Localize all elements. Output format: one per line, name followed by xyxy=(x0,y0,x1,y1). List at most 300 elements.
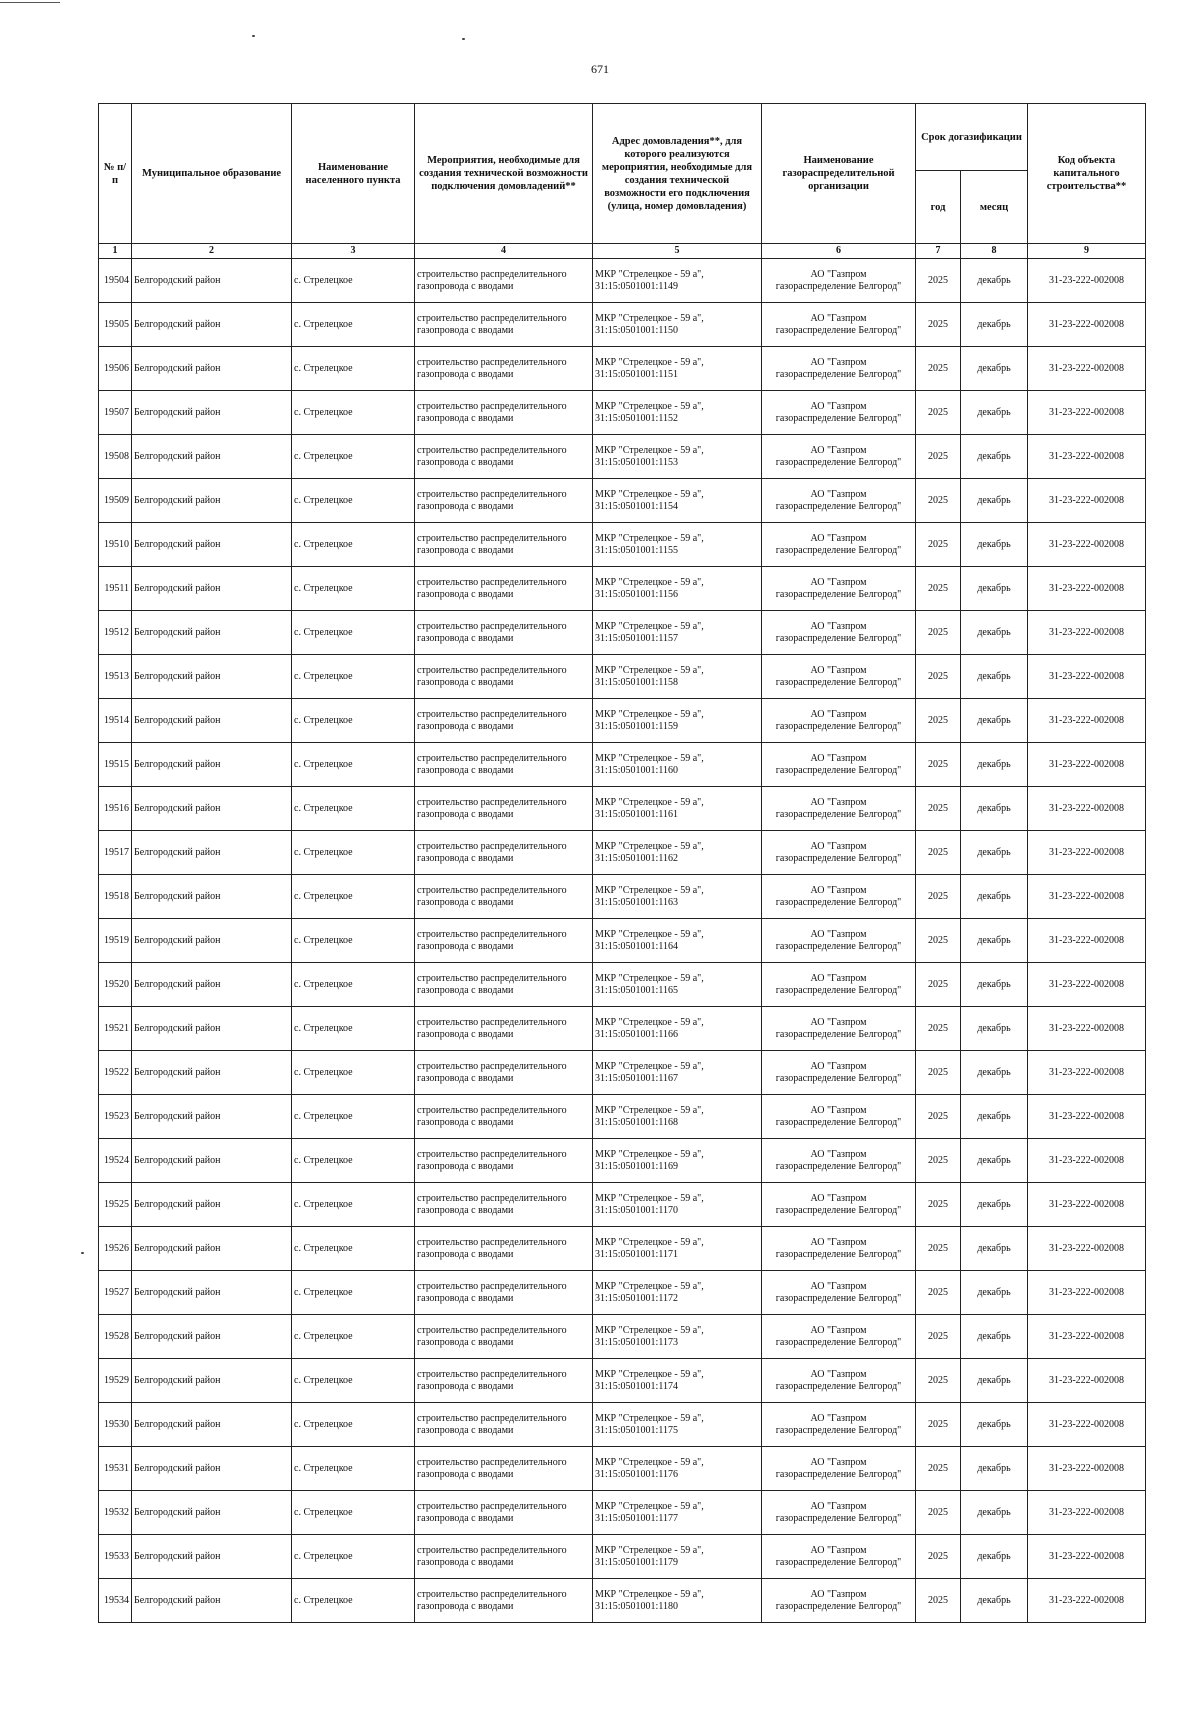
row-number: 19517 xyxy=(99,831,132,875)
row-number: 19514 xyxy=(99,699,132,743)
row-settlement: с. Стрелецкое xyxy=(292,831,415,875)
table-row xyxy=(99,1051,1146,1095)
row-address-line1: МКР "Стрелецкое - 59 а", xyxy=(595,972,704,984)
row-address-line2: 31:15:0501001:1173 xyxy=(595,1336,678,1348)
row-code: 31-23-222-002008 xyxy=(1028,1139,1146,1183)
row-address-line1: МКР "Стрелецкое - 59 а", xyxy=(595,1324,704,1336)
row-code: 31-23-222-002008 xyxy=(1028,743,1146,787)
row-org-line1: АО "Газпром xyxy=(810,1456,867,1468)
row-address-line1: МКР "Стрелецкое - 59 а", xyxy=(595,1236,704,1248)
row-address-line2: 31:15:0501001:1174 xyxy=(595,1380,678,1392)
row-address xyxy=(593,479,762,523)
row-address-line1: МКР "Стрелецкое - 59 а", xyxy=(595,1500,704,1512)
table-row xyxy=(99,1403,1146,1447)
row-address-line2: 31:15:0501001:1177 xyxy=(595,1512,678,1524)
row-address xyxy=(593,919,762,963)
row-settlement: с. Стрелецкое xyxy=(292,347,415,391)
row-org-line2: газораспределение Белгород" xyxy=(775,1160,902,1172)
row-month: декабрь xyxy=(961,1359,1028,1403)
row-org-line2: газораспределение Белгород" xyxy=(775,1248,902,1260)
row-number: 19525 xyxy=(99,1183,132,1227)
row-number: 19516 xyxy=(99,787,132,831)
row-org-line2: газораспределение Белгород" xyxy=(775,1028,902,1040)
row-month: декабрь xyxy=(961,1579,1028,1623)
header-measures: Мероприятия, необходимые для создания технической возможности подключения домовладений** xyxy=(415,104,593,244)
row-month: декабрь xyxy=(961,1403,1028,1447)
row-month: декабрь xyxy=(961,347,1028,391)
row-number: 19521 xyxy=(99,1007,132,1051)
row-address xyxy=(593,1359,762,1403)
table-row xyxy=(99,1183,1146,1227)
scan-artifact-dot xyxy=(462,38,465,40)
header-code: Код объекта капитального строительства** xyxy=(1028,104,1146,244)
row-address-line1: МКР "Стрелецкое - 59 а", xyxy=(595,1192,704,1204)
row-settlement: с. Стрелецкое xyxy=(292,699,415,743)
row-address-line1: МКР "Стрелецкое - 59 а", xyxy=(595,400,704,412)
header-settlement: Наименование населенного пункта xyxy=(292,104,415,244)
table-row xyxy=(99,347,1146,391)
row-year: 2025 xyxy=(916,1491,961,1535)
row-code: 31-23-222-002008 xyxy=(1028,391,1146,435)
row-measures: строительство распределительного газопровода с вводами xyxy=(415,655,593,699)
row-number: 19508 xyxy=(99,435,132,479)
row-number: 19527 xyxy=(99,1271,132,1315)
row-measures: строительство распределительного газопровода с вводами xyxy=(415,347,593,391)
row-org-line1: АО "Газпром xyxy=(810,972,867,984)
row-municipality: Белгородский район xyxy=(132,1271,292,1315)
row-code: 31-23-222-002008 xyxy=(1028,347,1146,391)
row-org-line2: газораспределение Белгород" xyxy=(775,1424,902,1436)
row-number: 19512 xyxy=(99,611,132,655)
row-measures: строительство распределительного газопровода с вводами xyxy=(415,1359,593,1403)
row-org xyxy=(762,303,916,347)
table-row xyxy=(99,1007,1146,1051)
row-org-line2: газораспределение Белгород" xyxy=(775,940,902,952)
row-org-line1: АО "Газпром xyxy=(810,708,867,720)
row-address xyxy=(593,1007,762,1051)
row-municipality: Белгородский район xyxy=(132,1051,292,1095)
row-org-line2: газораспределение Белгород" xyxy=(775,412,902,424)
row-address-line2: 31:15:0501001:1156 xyxy=(595,588,678,600)
column-index-cell: 5 xyxy=(593,244,762,259)
row-month: декабрь xyxy=(961,1491,1028,1535)
row-org xyxy=(762,831,916,875)
row-address-line1: МКР "Стрелецкое - 59 а", xyxy=(595,576,704,588)
row-org-line1: АО "Газпром xyxy=(810,796,867,808)
row-org-line2: газораспределение Белгород" xyxy=(775,1116,902,1128)
row-address-line2: 31:15:0501001:1150 xyxy=(595,324,678,336)
row-measures: строительство распределительного газопровода с вводами xyxy=(415,523,593,567)
row-measures: строительство распределительного газопровода с вводами xyxy=(415,259,593,303)
row-measures: строительство распределительного газопровода с вводами xyxy=(415,1579,593,1623)
row-org-line1: АО "Газпром xyxy=(810,664,867,676)
row-number: 19513 xyxy=(99,655,132,699)
row-measures: строительство распределительного газопровода с вводами xyxy=(415,1315,593,1359)
row-month: декабрь xyxy=(961,259,1028,303)
row-year: 2025 xyxy=(916,1535,961,1579)
row-address xyxy=(593,743,762,787)
row-address xyxy=(593,1315,762,1359)
row-address-line2: 31:15:0501001:1159 xyxy=(595,720,678,732)
column-index-row xyxy=(99,244,1146,259)
row-measures: строительство распределительного газопровода с вводами xyxy=(415,1227,593,1271)
row-municipality: Белгородский район xyxy=(132,567,292,611)
row-month: декабрь xyxy=(961,655,1028,699)
row-address-line2: 31:15:0501001:1161 xyxy=(595,808,678,820)
row-settlement: с. Стрелецкое xyxy=(292,787,415,831)
table-row xyxy=(99,611,1146,655)
row-address-line2: 31:15:0501001:1168 xyxy=(595,1116,678,1128)
row-month: декабрь xyxy=(961,1447,1028,1491)
row-settlement: с. Стрелецкое xyxy=(292,391,415,435)
row-measures: строительство распределительного газопровода с вводами xyxy=(415,875,593,919)
row-code: 31-23-222-002008 xyxy=(1028,1007,1146,1051)
row-org xyxy=(762,1183,916,1227)
row-settlement: с. Стрелецкое xyxy=(292,919,415,963)
row-org-line2: газораспределение Белгород" xyxy=(775,368,902,380)
row-org-line2: газораспределение Белгород" xyxy=(775,984,902,996)
row-number: 19523 xyxy=(99,1095,132,1139)
row-year: 2025 xyxy=(916,743,961,787)
row-address xyxy=(593,1095,762,1139)
row-org-line2: газораспределение Белгород" xyxy=(775,1512,902,1524)
row-address xyxy=(593,611,762,655)
row-municipality: Белгородский район xyxy=(132,1403,292,1447)
column-index-cell: 6 xyxy=(762,244,916,259)
row-address-line1: МКР "Стрелецкое - 59 а", xyxy=(595,928,704,940)
row-address-line2: 31:15:0501001:1154 xyxy=(595,500,678,512)
row-month: декабрь xyxy=(961,787,1028,831)
row-org xyxy=(762,699,916,743)
row-code: 31-23-222-002008 xyxy=(1028,479,1146,523)
row-settlement: с. Стрелецкое xyxy=(292,259,415,303)
row-org-line2: газораспределение Белгород" xyxy=(775,1336,902,1348)
row-address-line2: 31:15:0501001:1160 xyxy=(595,764,678,776)
row-number: 19524 xyxy=(99,1139,132,1183)
table-row xyxy=(99,435,1146,479)
row-org-line1: АО "Газпром xyxy=(810,752,867,764)
row-org-line1: АО "Газпром xyxy=(810,884,867,896)
row-year: 2025 xyxy=(916,391,961,435)
row-number: 19530 xyxy=(99,1403,132,1447)
row-municipality: Белгородский район xyxy=(132,1183,292,1227)
row-code: 31-23-222-002008 xyxy=(1028,1051,1146,1095)
row-month: декабрь xyxy=(961,831,1028,875)
row-municipality: Белгородский район xyxy=(132,1535,292,1579)
row-address-line1: МКР "Стрелецкое - 59 а", xyxy=(595,1588,704,1600)
row-code: 31-23-222-002008 xyxy=(1028,699,1146,743)
row-municipality: Белгородский район xyxy=(132,435,292,479)
row-code: 31-23-222-002008 xyxy=(1028,1579,1146,1623)
row-org xyxy=(762,1535,916,1579)
row-address-line1: МКР "Стрелецкое - 59 а", xyxy=(595,488,704,500)
row-municipality: Белгородский район xyxy=(132,1359,292,1403)
header-address: Адрес домовладения**, для которого реализуются мероприятия, необходимые для создания технической возможности его подключения (улица, номер домовладения) xyxy=(593,104,762,244)
table-row xyxy=(99,1579,1146,1623)
row-settlement: с. Стрелецкое xyxy=(292,963,415,1007)
row-code: 31-23-222-002008 xyxy=(1028,303,1146,347)
row-org xyxy=(762,919,916,963)
row-org-line1: АО "Газпром xyxy=(810,928,867,940)
row-number: 19534 xyxy=(99,1579,132,1623)
row-code: 31-23-222-002008 xyxy=(1028,1315,1146,1359)
row-code: 31-23-222-002008 xyxy=(1028,831,1146,875)
row-address xyxy=(593,259,762,303)
row-measures: строительство распределительного газопровода с вводами xyxy=(415,391,593,435)
row-year: 2025 xyxy=(916,1271,961,1315)
row-month: декабрь xyxy=(961,523,1028,567)
row-address xyxy=(593,1271,762,1315)
row-address-line2: 31:15:0501001:1179 xyxy=(595,1556,678,1568)
row-municipality: Белгородский район xyxy=(132,391,292,435)
row-org-line1: АО "Газпром xyxy=(810,1544,867,1556)
row-measures: строительство распределительного газопровода с вводами xyxy=(415,1007,593,1051)
row-address xyxy=(593,1227,762,1271)
row-year: 2025 xyxy=(916,1183,961,1227)
row-org xyxy=(762,1051,916,1095)
row-org-line1: АО "Газпром xyxy=(810,1192,867,1204)
row-code: 31-23-222-002008 xyxy=(1028,1227,1146,1271)
row-year: 2025 xyxy=(916,1139,961,1183)
row-month: декабрь xyxy=(961,567,1028,611)
row-org-line1: АО "Газпром xyxy=(810,1412,867,1424)
row-settlement: с. Стрелецкое xyxy=(292,1051,415,1095)
row-org xyxy=(762,391,916,435)
row-settlement: с. Стрелецкое xyxy=(292,1315,415,1359)
row-address-line2: 31:15:0501001:1172 xyxy=(595,1292,678,1304)
row-address-line1: МКР "Стрелецкое - 59 а", xyxy=(595,796,704,808)
row-address xyxy=(593,1183,762,1227)
row-settlement: с. Стрелецкое xyxy=(292,1139,415,1183)
row-month: декабрь xyxy=(961,303,1028,347)
row-month: декабрь xyxy=(961,1051,1028,1095)
table-row xyxy=(99,919,1146,963)
row-measures: строительство распределительного газопровода с вводами xyxy=(415,479,593,523)
row-org-line1: АО "Газпром xyxy=(810,1500,867,1512)
row-code: 31-23-222-002008 xyxy=(1028,1491,1146,1535)
row-code: 31-23-222-002008 xyxy=(1028,259,1146,303)
row-municipality: Белгородский район xyxy=(132,655,292,699)
table-row xyxy=(99,259,1146,303)
row-org-line2: газораспределение Белгород" xyxy=(775,544,902,556)
row-address xyxy=(593,303,762,347)
row-number: 19504 xyxy=(99,259,132,303)
row-org-line1: АО "Газпром xyxy=(810,1148,867,1160)
row-org xyxy=(762,1139,916,1183)
row-org-line2: газораспределение Белгород" xyxy=(775,632,902,644)
row-municipality: Белгородский район xyxy=(132,963,292,1007)
row-measures: строительство распределительного газопровода с вводами xyxy=(415,611,593,655)
scan-artifact-dot xyxy=(81,1252,84,1254)
table-row xyxy=(99,303,1146,347)
row-settlement: с. Стрелецкое xyxy=(292,743,415,787)
row-address-line1: МКР "Стрелецкое - 59 а", xyxy=(595,1060,704,1072)
row-org xyxy=(762,435,916,479)
row-number: 19533 xyxy=(99,1535,132,1579)
row-address xyxy=(593,787,762,831)
row-address xyxy=(593,875,762,919)
row-org xyxy=(762,567,916,611)
column-index-cell: 3 xyxy=(292,244,415,259)
row-settlement: с. Стрелецкое xyxy=(292,1403,415,1447)
row-number: 19519 xyxy=(99,919,132,963)
row-code: 31-23-222-002008 xyxy=(1028,963,1146,1007)
row-month: декабрь xyxy=(961,479,1028,523)
row-org-line1: АО "Газпром xyxy=(810,1588,867,1600)
row-month: декабрь xyxy=(961,875,1028,919)
row-org-line2: газораспределение Белгород" xyxy=(775,808,902,820)
row-address xyxy=(593,1535,762,1579)
row-number: 19505 xyxy=(99,303,132,347)
row-org xyxy=(762,743,916,787)
row-measures: строительство распределительного газопровода с вводами xyxy=(415,743,593,787)
row-measures: строительство распределительного газопровода с вводами xyxy=(415,435,593,479)
row-address xyxy=(593,347,762,391)
row-municipality: Белгородский район xyxy=(132,699,292,743)
row-address xyxy=(593,831,762,875)
row-address-line1: МКР "Стрелецкое - 59 а", xyxy=(595,620,704,632)
row-address-line1: МКР "Стрелецкое - 59 а", xyxy=(595,268,704,280)
row-org-line2: газораспределение Белгород" xyxy=(775,1204,902,1216)
table-row xyxy=(99,875,1146,919)
row-address-line2: 31:15:0501001:1175 xyxy=(595,1424,678,1436)
row-settlement: с. Стрелецкое xyxy=(292,435,415,479)
row-settlement: с. Стрелецкое xyxy=(292,1359,415,1403)
header-month: месяц xyxy=(961,171,1028,244)
table-row xyxy=(99,479,1146,523)
row-municipality: Белгородский район xyxy=(132,259,292,303)
row-year: 2025 xyxy=(916,655,961,699)
row-org xyxy=(762,1315,916,1359)
row-number: 19507 xyxy=(99,391,132,435)
row-year: 2025 xyxy=(916,611,961,655)
row-org-line2: газораспределение Белгород" xyxy=(775,1292,902,1304)
row-number: 19515 xyxy=(99,743,132,787)
row-org-line1: АО "Газпром xyxy=(810,1104,867,1116)
column-index-cell: 7 xyxy=(916,244,961,259)
table-row xyxy=(99,1095,1146,1139)
row-measures: строительство распределительного газопровода с вводами xyxy=(415,1183,593,1227)
row-settlement: с. Стрелецкое xyxy=(292,1535,415,1579)
row-month: декабрь xyxy=(961,435,1028,479)
row-org xyxy=(762,611,916,655)
row-code: 31-23-222-002008 xyxy=(1028,567,1146,611)
row-settlement: с. Стрелецкое xyxy=(292,655,415,699)
row-org-line2: газораспределение Белгород" xyxy=(775,324,902,336)
row-code: 31-23-222-002008 xyxy=(1028,523,1146,567)
row-year: 2025 xyxy=(916,1359,961,1403)
row-municipality: Белгородский район xyxy=(132,1095,292,1139)
row-address-line2: 31:15:0501001:1180 xyxy=(595,1600,678,1612)
row-address xyxy=(593,1139,762,1183)
row-address-line2: 31:15:0501001:1149 xyxy=(595,280,678,292)
row-year: 2025 xyxy=(916,1315,961,1359)
table-row xyxy=(99,963,1146,1007)
row-org-line2: газораспределение Белгород" xyxy=(775,588,902,600)
row-measures: строительство распределительного газопровода с вводами xyxy=(415,1051,593,1095)
row-org xyxy=(762,963,916,1007)
row-settlement: с. Стрелецкое xyxy=(292,1227,415,1271)
scan-artifact-dot xyxy=(252,35,255,37)
row-settlement: с. Стрелецкое xyxy=(292,567,415,611)
scan-artifact-line xyxy=(0,2,60,3)
row-measures: строительство распределительного газопровода с вводами xyxy=(415,303,593,347)
row-org xyxy=(762,1447,916,1491)
row-address-line2: 31:15:0501001:1162 xyxy=(595,852,678,864)
row-org-line2: газораспределение Белгород" xyxy=(775,852,902,864)
row-year: 2025 xyxy=(916,259,961,303)
row-org xyxy=(762,875,916,919)
row-org xyxy=(762,1403,916,1447)
row-address-line2: 31:15:0501001:1164 xyxy=(595,940,678,952)
row-code: 31-23-222-002008 xyxy=(1028,919,1146,963)
row-month: декабрь xyxy=(961,1007,1028,1051)
row-org xyxy=(762,1095,916,1139)
row-year: 2025 xyxy=(916,303,961,347)
row-address-line1: МКР "Стрелецкое - 59 а", xyxy=(595,356,704,368)
header-year: год xyxy=(916,171,961,244)
row-org xyxy=(762,1491,916,1535)
row-month: декабрь xyxy=(961,1095,1028,1139)
row-address-line2: 31:15:0501001:1166 xyxy=(595,1028,678,1040)
row-municipality: Белгородский район xyxy=(132,1227,292,1271)
row-municipality: Белгородский район xyxy=(132,479,292,523)
table-row xyxy=(99,787,1146,831)
row-municipality: Белгородский район xyxy=(132,523,292,567)
row-month: декабрь xyxy=(961,743,1028,787)
row-number: 19526 xyxy=(99,1227,132,1271)
row-measures: строительство распределительного газопровода с вводами xyxy=(415,699,593,743)
row-address-line2: 31:15:0501001:1169 xyxy=(595,1160,678,1172)
row-org-line1: АО "Газпром xyxy=(810,1368,867,1380)
row-org-line1: АО "Газпром xyxy=(810,444,867,456)
row-municipality: Белгородский район xyxy=(132,1315,292,1359)
row-address-line2: 31:15:0501001:1151 xyxy=(595,368,678,380)
row-month: декабрь xyxy=(961,963,1028,1007)
row-code: 31-23-222-002008 xyxy=(1028,1447,1146,1491)
row-org xyxy=(762,347,916,391)
row-address-line1: МКР "Стрелецкое - 59 а", xyxy=(595,444,704,456)
row-number: 19518 xyxy=(99,875,132,919)
table-row xyxy=(99,523,1146,567)
row-measures: строительство распределительного газопровода с вводами xyxy=(415,1447,593,1491)
page-number: 671 xyxy=(591,62,609,76)
row-settlement: с. Стрелецкое xyxy=(292,303,415,347)
row-number: 19529 xyxy=(99,1359,132,1403)
row-year: 2025 xyxy=(916,1579,961,1623)
row-address-line1: МКР "Стрелецкое - 59 а", xyxy=(595,532,704,544)
row-municipality: Белгородский район xyxy=(132,1139,292,1183)
row-org-line2: газораспределение Белгород" xyxy=(775,456,902,468)
row-municipality: Белгородский район xyxy=(132,303,292,347)
row-year: 2025 xyxy=(916,435,961,479)
row-org-line2: газораспределение Белгород" xyxy=(775,1556,902,1568)
column-index-cell: 9 xyxy=(1028,244,1146,259)
row-number: 19532 xyxy=(99,1491,132,1535)
row-code: 31-23-222-002008 xyxy=(1028,1403,1146,1447)
table-row xyxy=(99,391,1146,435)
row-number: 19520 xyxy=(99,963,132,1007)
column-index-cell: 4 xyxy=(415,244,593,259)
row-org-line1: АО "Газпром xyxy=(810,1016,867,1028)
row-number: 19509 xyxy=(99,479,132,523)
row-address-line2: 31:15:0501001:1171 xyxy=(595,1248,678,1260)
row-address xyxy=(593,391,762,435)
row-code: 31-23-222-002008 xyxy=(1028,655,1146,699)
row-month: декабрь xyxy=(961,919,1028,963)
row-org-line1: АО "Газпром xyxy=(810,312,867,324)
row-month: декабрь xyxy=(961,1535,1028,1579)
